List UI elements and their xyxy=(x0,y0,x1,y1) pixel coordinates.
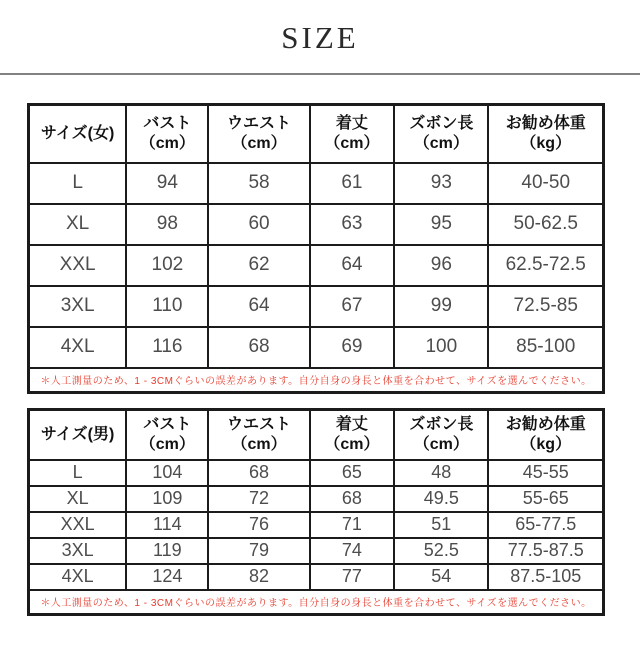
value-cell: 100 xyxy=(394,327,488,368)
column-header xyxy=(208,105,309,163)
table-row xyxy=(29,163,604,204)
value-cell: 76 xyxy=(208,512,309,538)
column-header-unit: （cm） xyxy=(413,435,469,453)
column-header xyxy=(310,410,395,460)
value-cell: 93 xyxy=(394,163,488,204)
value-cell: 61 xyxy=(310,163,395,204)
value-cell: 65-77.5 xyxy=(488,512,603,538)
value-cell: 114 xyxy=(126,512,208,538)
value-cell: 49.5 xyxy=(394,486,488,512)
title-divider xyxy=(0,73,640,75)
value-cell: 50-62.5 xyxy=(488,204,603,245)
value-cell: 71 xyxy=(310,512,395,538)
column-header xyxy=(394,410,488,460)
table-row xyxy=(29,327,604,368)
column-header xyxy=(29,410,127,460)
column-header xyxy=(126,105,208,163)
men-size-table xyxy=(27,408,605,616)
value-cell: 62.5-72.5 xyxy=(488,245,603,286)
value-cell: 51 xyxy=(394,512,488,538)
value-cell: 65 xyxy=(310,460,395,486)
column-header-label: ウエスト xyxy=(227,114,292,132)
measurement-note: ＊人工測量のため、1 - 3CMぐらいの誤差があります。自分自身の身長と体重を合わせて、サイズを選んでください。 xyxy=(29,590,604,615)
value-cell: 124 xyxy=(126,564,208,590)
value-cell: 77.5-87.5 xyxy=(488,538,603,564)
value-cell: 99 xyxy=(394,286,488,327)
column-header-label: お勧め体重 xyxy=(505,415,586,433)
column-header-unit: （cm） xyxy=(324,134,380,152)
value-cell: 68 xyxy=(310,486,395,512)
note-row xyxy=(29,368,604,393)
column-header xyxy=(488,105,603,163)
column-header-label: お勧め体重 xyxy=(505,114,586,132)
value-cell: 82 xyxy=(208,564,309,590)
value-cell: 58 xyxy=(208,163,309,204)
column-header-unit: （cm） xyxy=(413,134,469,152)
column-header-unit: （cm） xyxy=(139,134,195,152)
table-header-row xyxy=(29,105,604,163)
value-cell: 96 xyxy=(394,245,488,286)
size-label-cell: 3XL xyxy=(29,286,127,327)
value-cell: 60 xyxy=(208,204,309,245)
column-header xyxy=(29,105,127,163)
column-header-unit: （cm） xyxy=(324,435,380,453)
value-cell: 69 xyxy=(310,327,395,368)
column-header-label: サイズ(女) xyxy=(40,124,115,142)
column-header xyxy=(126,410,208,460)
value-cell: 54 xyxy=(394,564,488,590)
value-cell: 40-50 xyxy=(488,163,603,204)
size-label-cell: L xyxy=(29,460,127,486)
value-cell: 52.5 xyxy=(394,538,488,564)
value-cell: 98 xyxy=(126,204,208,245)
size-label-cell: XXL xyxy=(29,245,127,286)
column-header-label: 着丈 xyxy=(335,415,368,433)
column-header-label: サイズ(男) xyxy=(40,425,115,443)
size-label-cell: 4XL xyxy=(29,564,127,590)
value-cell: 72.5-85 xyxy=(488,286,603,327)
value-cell: 48 xyxy=(394,460,488,486)
size-label-cell: 4XL xyxy=(29,327,127,368)
column-header-label: ズボン長 xyxy=(409,415,474,433)
value-cell: 110 xyxy=(126,286,208,327)
value-cell: 79 xyxy=(208,538,309,564)
table-header-row xyxy=(29,410,604,460)
size-label-cell: L xyxy=(29,163,127,204)
table-row xyxy=(29,286,604,327)
column-header-unit: （kg） xyxy=(520,134,572,152)
column-header-unit: （cm） xyxy=(139,435,195,453)
value-cell: 64 xyxy=(310,245,395,286)
value-cell: 74 xyxy=(310,538,395,564)
value-cell: 64 xyxy=(208,286,309,327)
value-cell: 55-65 xyxy=(488,486,603,512)
value-cell: 109 xyxy=(126,486,208,512)
table-row xyxy=(29,486,604,512)
value-cell: 104 xyxy=(126,460,208,486)
value-cell: 94 xyxy=(126,163,208,204)
women-size-table xyxy=(27,103,605,394)
table-row xyxy=(29,512,604,538)
size-tables-section xyxy=(0,103,640,616)
column-header xyxy=(488,410,603,460)
column-header-unit: （cm） xyxy=(231,134,287,152)
column-header-unit: （cm） xyxy=(231,435,287,453)
measurement-note: ＊人工測量のため、1 - 3CMぐらいの誤差があります。自分自身の身長と体重を合わせて、サイズを選んでください。 xyxy=(29,368,604,393)
value-cell: 72 xyxy=(208,486,309,512)
size-label-cell: XL xyxy=(29,204,127,245)
value-cell: 68 xyxy=(208,327,309,368)
value-cell: 119 xyxy=(126,538,208,564)
value-cell: 95 xyxy=(394,204,488,245)
value-cell: 102 xyxy=(126,245,208,286)
column-header xyxy=(310,105,395,163)
size-label-cell: 3XL xyxy=(29,538,127,564)
size-label-cell: XL xyxy=(29,486,127,512)
column-header-unit: （kg） xyxy=(520,435,572,453)
value-cell: 68 xyxy=(208,460,309,486)
table-row xyxy=(29,204,604,245)
table-row xyxy=(29,245,604,286)
value-cell: 63 xyxy=(310,204,395,245)
column-header xyxy=(394,105,488,163)
column-header-label: ズボン長 xyxy=(409,114,474,132)
note-row xyxy=(29,590,604,615)
value-cell: 87.5-105 xyxy=(488,564,603,590)
value-cell: 45-55 xyxy=(488,460,603,486)
column-header-label: 着丈 xyxy=(335,114,368,132)
value-cell: 116 xyxy=(126,327,208,368)
column-header-label: バスト xyxy=(143,114,192,132)
value-cell: 77 xyxy=(310,564,395,590)
size-label-cell: XXL xyxy=(29,512,127,538)
value-cell: 62 xyxy=(208,245,309,286)
column-header-label: ウエスト xyxy=(227,415,292,433)
value-cell: 67 xyxy=(310,286,395,327)
column-header xyxy=(208,410,309,460)
value-cell: 85-100 xyxy=(488,327,603,368)
table-row xyxy=(29,564,604,590)
table-row xyxy=(29,460,604,486)
table-row xyxy=(29,538,604,564)
page-title: SIZE xyxy=(281,20,359,55)
column-header-label: バスト xyxy=(143,415,192,433)
